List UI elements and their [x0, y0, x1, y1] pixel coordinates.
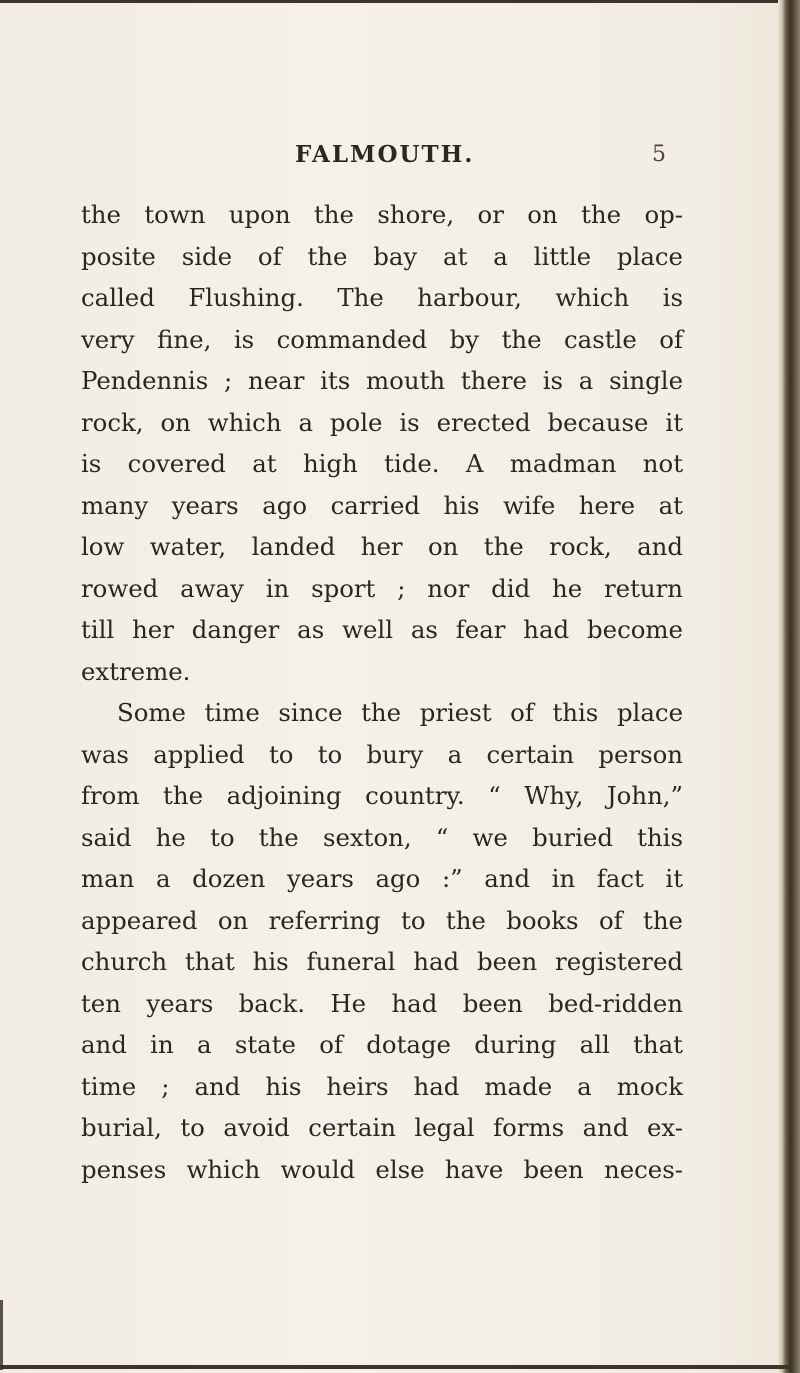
text-line: appeared on referring to the books of the: [81, 905, 683, 935]
text-line: rock, on which a pole is erected because it: [81, 407, 683, 437]
bottom-edge-rule: [0, 1365, 790, 1369]
text-line: was applied to to bury a certain person: [81, 739, 683, 769]
page-number: 5: [652, 142, 666, 167]
top-edge-rule: [0, 0, 780, 3]
text-line: burial, to avoid certain legal forms and ex-: [81, 1113, 683, 1142]
text-line: posite side of the bay at a little place: [81, 241, 683, 271]
book-spine-edge: [778, 0, 800, 1373]
text-line: till her danger as well as fear had become: [81, 615, 683, 644]
running-head-title: FALMOUTH.: [295, 141, 475, 168]
text-line: called Flushing. The harbour, which is: [81, 283, 683, 312]
text-line: extreme.: [81, 656, 191, 686]
text-line: said he to the sexton, “ we buried this: [81, 822, 683, 852]
text-line: the town upon the shore, or on the op-: [81, 200, 683, 229]
left-page-edge: [0, 1300, 3, 1370]
text-line: from the adjoining country. “ Why, John,”: [81, 781, 683, 810]
text-line: Some time since the priest of this place: [117, 698, 683, 727]
text-line: time ; and his heirs had made a mock: [81, 1071, 683, 1101]
text-line: rowed away in sport ; nor did he return: [81, 573, 683, 603]
text-line: very fine, is commanded by the castle of: [81, 324, 683, 354]
body-text: [81, 194, 683, 1190]
text-line: low water, landed her on the rock, and: [81, 532, 683, 561]
text-line: ten years back. He had been bed-ridden: [81, 988, 683, 1018]
text-line: penses which would else have been neces-: [81, 1154, 683, 1184]
text-line: Pendennis ; near its mouth there is a single: [81, 366, 683, 395]
text-line: church that his funeral had been registered: [81, 947, 683, 976]
running-head: [60, 140, 700, 170]
text-line: is covered at high tide. A madman not: [81, 449, 683, 478]
text-line: man a dozen years ago :” and in fact it: [81, 864, 683, 893]
text-line: and in a state of dotage during all that: [81, 1030, 683, 1059]
text-line: many years ago carried his wife here at: [81, 490, 683, 520]
